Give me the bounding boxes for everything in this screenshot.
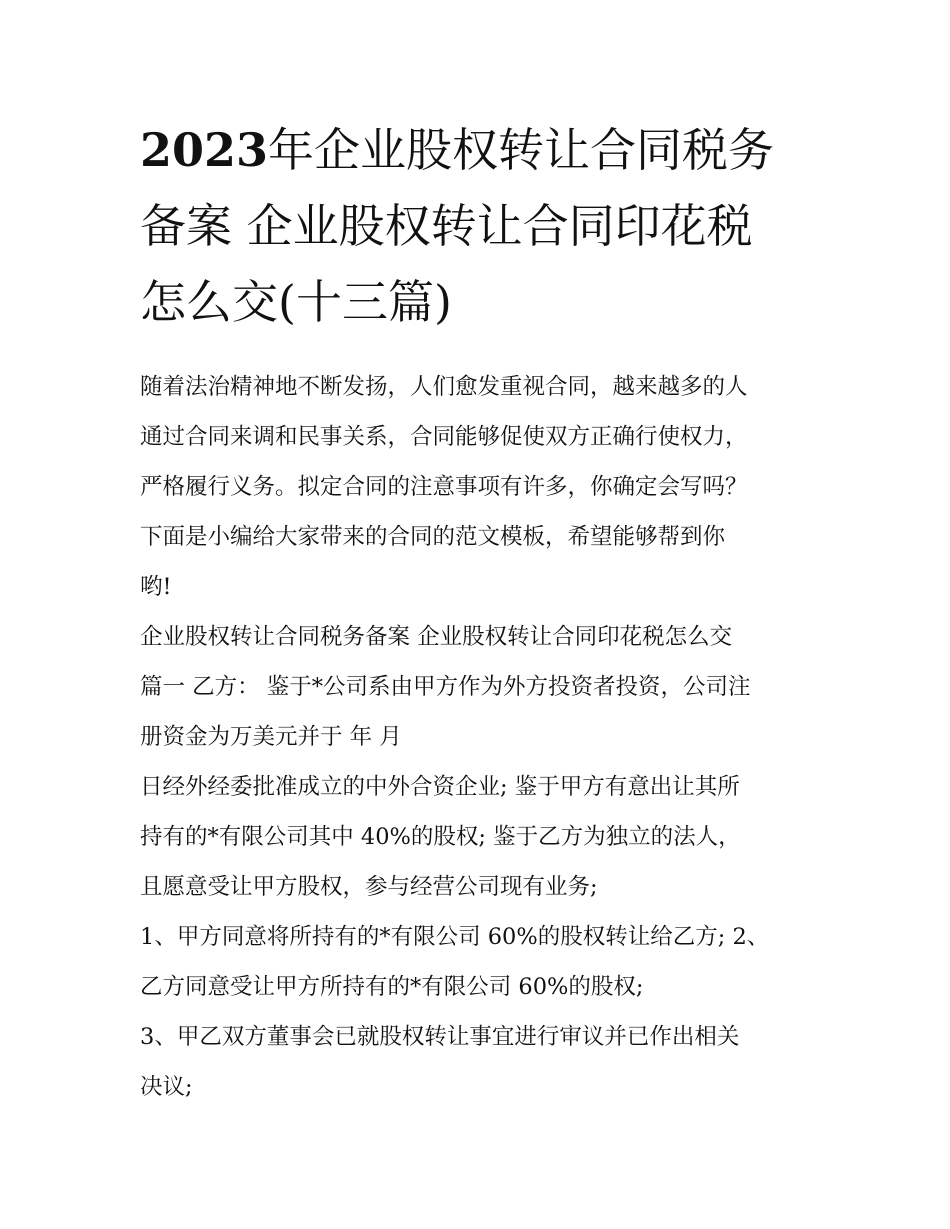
body-line: 1、甲方同意将所持有的*有限公司 60%的股权转让给乙方; 2、 [140, 924, 770, 950]
document-page [140, 112, 815, 1112]
body-line: 随着法治精神地不断发扬，人们愈发重视合同，越来越多的人 [140, 374, 748, 400]
body-line: 通过合同来调和民事关系，合同能够促使双方正确行使权力， [140, 424, 748, 450]
title-line-1 [140, 112, 815, 188]
body-line: 决议; [140, 1074, 193, 1100]
body-line: 篇一 乙方： 鉴于*公司系由甲方作为外方投资者投资，公司注 [140, 674, 751, 700]
body-line: 下面是小编给大家带来的合同的范文模板，希望能够帮到你 [140, 524, 726, 550]
body-line: 且愿意受让甲方股权，参与经营公司现有业务; [140, 874, 598, 900]
title-line-3: 怎么交(十三篇) [140, 275, 452, 329]
body-line: 严格履行义务。拟定合同的注意事项有许多，你确定会写吗？ [140, 474, 748, 500]
document-body [140, 362, 815, 1112]
body-line: 企业股权转让合同税务备案 企业股权转让合同印花税怎么交 [140, 624, 733, 650]
body-line: 3、甲乙双方董事会已就股权转让事宜进行审议并已作出相关 [140, 1024, 740, 1050]
document-title [140, 112, 815, 340]
body-line: 册资金为万美元并于 年 月 [140, 724, 402, 750]
title-line-2: 备案 企业股权转让合同印花税 [140, 199, 753, 253]
body-line: 日经外经委批准成立的中外合资企业; 鉴于甲方有意出让其所 [140, 774, 740, 800]
body-line: 乙方同意受让甲方所持有的*有限公司 60%的股权; [140, 974, 644, 1000]
title-year: 2023 [140, 123, 269, 177]
body-line: 哟! [140, 574, 172, 600]
body-line: 持有的*有限公司其中 40%的股权; 鉴于乙方为独立的法人， [140, 824, 741, 850]
title-line-1-text: 年企业股权转让合同税务 [268, 123, 775, 177]
